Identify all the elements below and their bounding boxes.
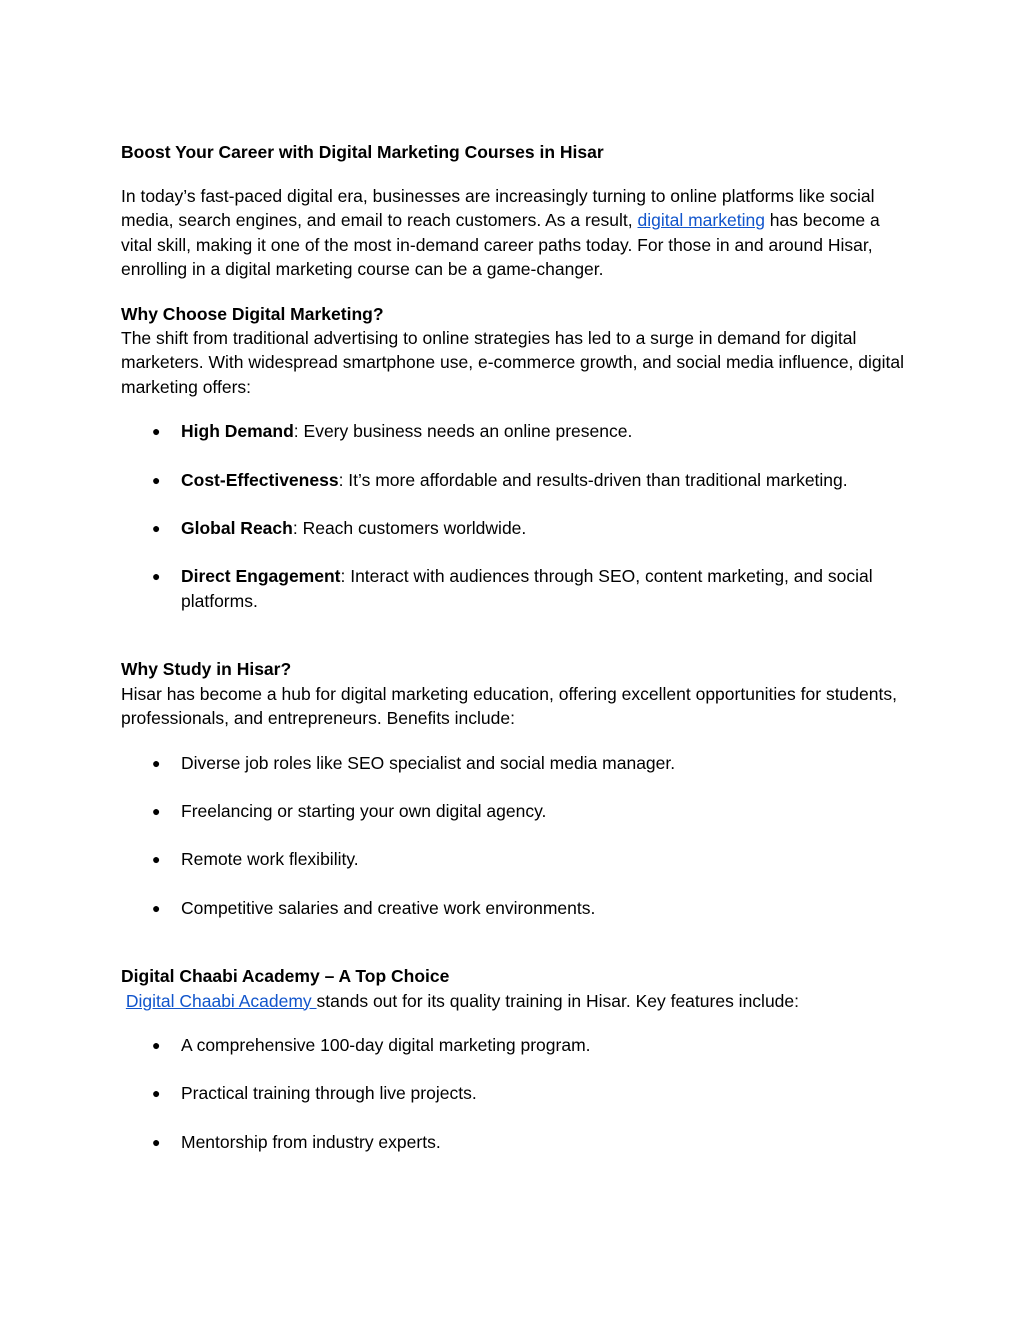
digital-chaabi-academy-link[interactable]: Digital Chaabi Academy [125,990,317,1011]
list-item-text: : Every business needs an online presence. [293,421,633,442]
academy-features-list [121,1033,911,1154]
list-item-text: Practical training through live projects. [181,1083,477,1104]
bullet-icon: ● [152,1085,161,1102]
bullet-icon: ● [152,754,161,771]
list-item-term: Global Reach [181,518,293,539]
section-academy [121,964,911,1154]
section-heading-why-digital: Why Choose Digital Marketing? [121,303,384,324]
list-item [121,847,911,871]
list-item [121,564,911,613]
list-item [121,468,911,492]
list-item-text: Freelancing or starting your own digital agency. [181,800,547,821]
digital-marketing-link[interactable]: digital marketing [637,210,765,231]
bullet-icon: ● [152,1036,161,1053]
list-item [121,1081,911,1105]
bullet-icon: ● [152,851,161,868]
section-heading-academy: Digital Chaabi Academy – A Top Choice [121,966,450,987]
bullet-icon: ● [152,471,161,488]
list-item-term: Direct Engagement [181,566,341,587]
document-title: Boost Your Career with Digital Marketing Courses in Hisar [121,142,604,162]
section-why-digital [121,302,911,614]
list-item-text: : It’s more affordable and results-driven than traditional marketing. [338,469,848,490]
intro-text-before: In today’s fast-paced digital era, businesses are increasingly turning to online platforms like social media, search engines, and email to reach customers. As a result, [121,186,875,231]
list-item [121,1130,911,1154]
bullet-icon: ● [152,423,161,440]
intro-paragraph [121,184,911,282]
list-item-text: Mentorship from industry experts. [181,1131,441,1152]
section-why-hisar [121,657,911,920]
why-hisar-list [121,751,911,921]
list-item [121,419,911,443]
list-item [121,516,911,540]
intro-text-after: has become a vital skill, making it one of the most in-demand career paths today. For those in and around Hisar, enrolling in a digital marketing course can be a game-changer. [121,210,880,280]
list-item [121,751,911,775]
list-item [121,1033,911,1057]
section-heading-why-hisar: Why Study in Hisar? [121,659,292,680]
list-item-text: Diverse job roles like SEO specialist and social media manager. [181,752,676,773]
bullet-icon: ● [152,520,161,537]
bullet-icon: ● [152,899,161,916]
academy-body-text: stands out for its quality training in Hisar. Key features include: [316,990,800,1011]
why-digital-list [121,419,911,613]
list-item-text: : Reach customers worldwide. [292,518,527,539]
list-item-text: : Interact with audiences through SEO, content marketing, and social platforms. [181,566,873,611]
document-page [121,140,911,1154]
list-item-text: Remote work flexibility. [181,849,359,870]
list-item-text: A comprehensive 100-day digital marketing program. [181,1034,591,1055]
list-item-text: Competitive salaries and creative work environments. [181,897,596,918]
list-item [121,799,911,823]
list-item [121,896,911,920]
section-body-why-digital: The shift from traditional advertising to online strategies has led to a surge in demand for digital marketers. With widespread smartphone use, e-commerce growth, and social media influence, digital marketing offers: [121,328,904,397]
bullet-icon: ● [152,568,161,585]
bullet-icon: ● [152,1133,161,1150]
list-item-term: High Demand [181,421,294,442]
section-body-why-hisar: Hisar has become a hub for digital marketing education, offering excellent opportunities for students, professionals, and entrepreneurs. Benefits include: [121,683,897,729]
bullet-icon: ● [152,802,161,819]
list-item-term: Cost-Effectiveness [181,469,339,490]
